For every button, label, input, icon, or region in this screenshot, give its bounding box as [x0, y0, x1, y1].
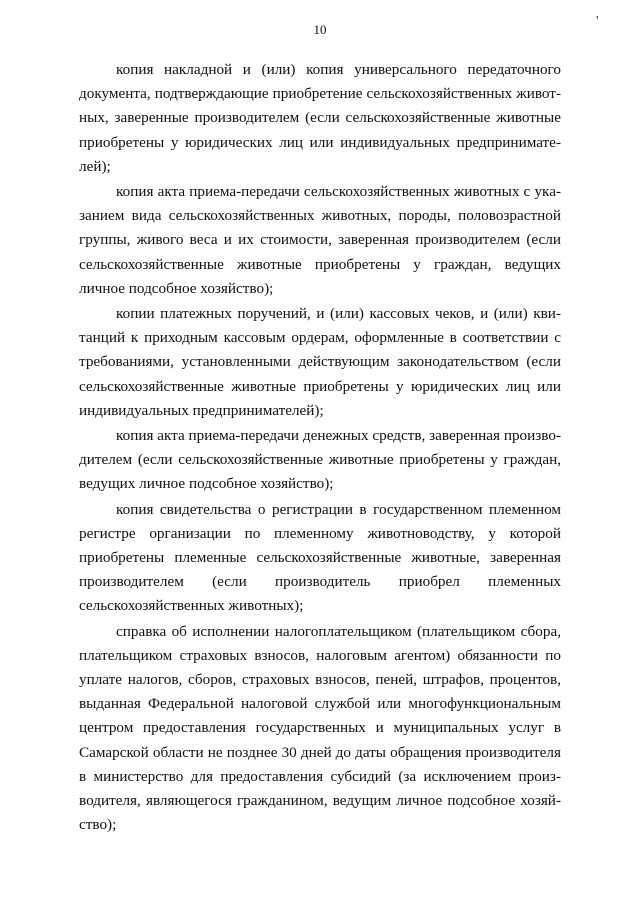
paragraph-money-transfer-act: копия акта приема-передачи денежных средств, заверенная производителем (если сельскохозяйственные животные приобретены у граждан, ведущих личное подсобное хозяйство); [79, 427, 561, 493]
page-number: 10 [313, 22, 327, 37]
corner-mark: ' [596, 14, 599, 29]
document-body [79, 58, 561, 838]
paragraph-invoice-copy: копия накладной и (или) копия универсального передаточного документа, подтверждающие приобретение сельскохозяйственных животных, заверенные производителем (если сельскохозяйственные животные приобретены у юридических лиц или индивидуальных предпринимателей); [79, 61, 561, 175]
paragraph-breeding-registry-certificate: копия свидетельства о регистрации в государственном племенном регистре организации по племенному животноводству, у которой приобретены племенные сельскохозяйственные животные, заверенная производителем (если производитель приобрел племенных сельскохозяйственных животных); [79, 500, 561, 615]
paragraph-animal-transfer-act: копия акта приема-передачи сельскохозяйственных животных с указанием вида сельскохозяйственных животных, породы, половозрастной группы, живого веса и их стоимости, заверенная производителем (если сельскохозяйственные животные приобретены у граждан, ведущих личное подсобное хозяйство); [79, 183, 561, 297]
paragraph-tax-certificate: справка об исполнении налогоплательщиком (плательщиком сбора, плательщиком страховых взносов, налоговым агентом) обязанности по уплате налогов, сборов, страховых взносов, пеней, штрафов, процентов, выданная Федеральной налоговой службой или многофункциональным центром предоставления государственных и муниципальных услуг в Самарской области не позднее 30 дней до даты обращения производителя в министерство для предоставления субсидий (за исключением производителя, являющегося гражданином, ведущим личное подсобное хозяйство); [79, 622, 561, 834]
paragraph-payment-orders: копии платежных поручений, и (или) кассовых чеков, и (или) квитанций к приходным кассовым ордерам, оформленные в соответствии с требованиями, установленными действующим законодательством (если сельскохозяйственные животные приобретены у юридических лиц или индивидуальных предпринимателей); [79, 305, 561, 419]
